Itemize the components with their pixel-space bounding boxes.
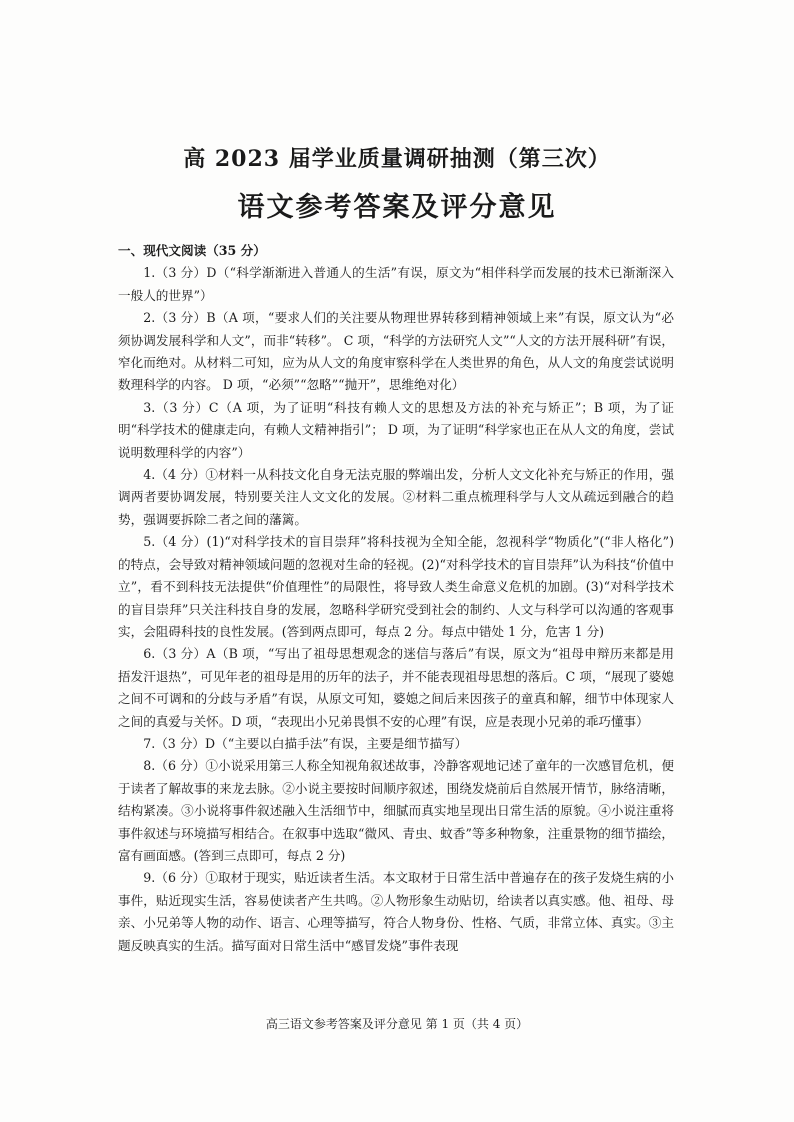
document-subtitle: 语文参考答案及评分意见: [237, 192, 557, 223]
answer-item-2: 2.（3 分）B（A 项，“要求人们的关注要从物理世界转移到精神领域上来”有误，原文认为“必须协调发展科学和人文”，而非“转移”。 C 项，“科学的方法研究人文”“人文的方法开展科研”有误，窄化而绝对。从材料二可知，应为从人文的角度审察科学在人类世界的角色，从人文的角度尝试说明数理科学的内容。 D 项，“必须”“忽略”“抛开”，思维绝对化）: [118, 310, 674, 393]
page-footer: 高三语文参考答案及评分意见 第 1 页（共 4 页）: [265, 1017, 529, 1031]
answer-item-3: 3.（3 分）C（A 项，为了证明“科技有赖人文的思想及方法的补充与矫正”；B 项，为了证明“科学技术的健康走向，有赖人文精神指引”； D 项，为了证明“科学家也正在从人文的角度，尝试说明数理科学的内容”）: [118, 399, 674, 460]
answer-item-5: 5.（4 分）(1)“对科学技术的盲目崇拜”将科技视为全知全能，忽视科学“物质化”(“非人格化”)的特点，会导致对精神领域问题的忽视对生命的轻视。(2)“对科学技术的盲目崇拜”认为科技“价值中立”，看不到科技无法提供“价值理性”的局限性，将导致人类生命意义危机的加剧。(3)“对科学技术的盲目崇拜”只关注科技自身的发展，忽略科学研究受到社会的制约、人文与科学可以沟通的客观事实，会阻碍科技的良性发展。(答到两点即可，每点 2 分。每点中错处 1 分，危害 1 分): [118, 534, 674, 639]
document-title: 高 2023 届学业质量调研抽测（第三次）: [183, 146, 611, 172]
answer-item-8: 8.（6 分）①小说采用第三人称全知视角叙述故事，冷静客观地记述了童年的一次感冒危机，便于读者了解故事的来龙去脉。②小说主要按时间顺序叙述，围绕发烧前后自然展开情节，脉络清晰，结构紧凑。③小说将事件叙述融入生活细节中，细腻而真实地呈现出日常生活的原貌。④小说注重将事件叙述与环境描写相结合。在叙事中选取“微风、青虫、蚊香”等多种物象，注重景物的细节描绘，富有画面感。(答到三点即可，每点 2 分): [118, 758, 674, 863]
answer-item-1: 1.（3 分）D（“科学渐渐进入普通人的生活”有误，原文为“相伴科学而发展的技术已渐渐深入一般人的世界”）: [118, 265, 674, 303]
answer-item-7: 7.（3 分）D（“主要以白描手法”有误，主要是细节描写）: [143, 735, 468, 751]
section-heading: 一、现代文阅读（35 分）: [118, 243, 266, 258]
answer-item-9: 9.（6 分）①取材于现实，贴近读者生活。本文取材于日常生活中普遍存在的孩子发烧生病的小事件，贴近现实生活，容易使读者产生共鸣。②人物形象生动贴切，给读者以真实感。他、祖母、母亲、小兄弟等人物的动作、语言、心理等描写，符合人物身份、性格、气质，非常立体、真实。③主题反映真实的生活。描写面对日常生活中“感冒发烧”事件表现: [118, 870, 674, 953]
answer-item-4: 4.（4 分）①材料一从科技文化自身无法克服的弊端出发，分析人文文化补充与矫正的作用，强调两者要协调发展，特别要关注人文文化的发展。②材料二重点梳理科学与人文从疏远到融合的趋势，强调要拆除二者之间的藩篱。: [118, 467, 674, 527]
answer-content: [118, 240, 674, 957]
answer-item-6: 6.（3 分）A（B 项，“写出了祖母思想观念的迷信与落后”有误，原文为“祖母申辩历来都是用捂发汗退热”，可见年老的祖母是用的历年的法子，并不能表现祖母思想的落后。C 项，“展现了婆媳之间不可调和的分歧与矛盾”有误，从原文可知，婆媳之间后来因孩子的童真和解，细节中体现家人之间的真爱与关怀。D 项，“表现出小兄弟畏惧不安的心理”有误，应是表现小兄弟的乖巧懂事）: [118, 646, 674, 729]
